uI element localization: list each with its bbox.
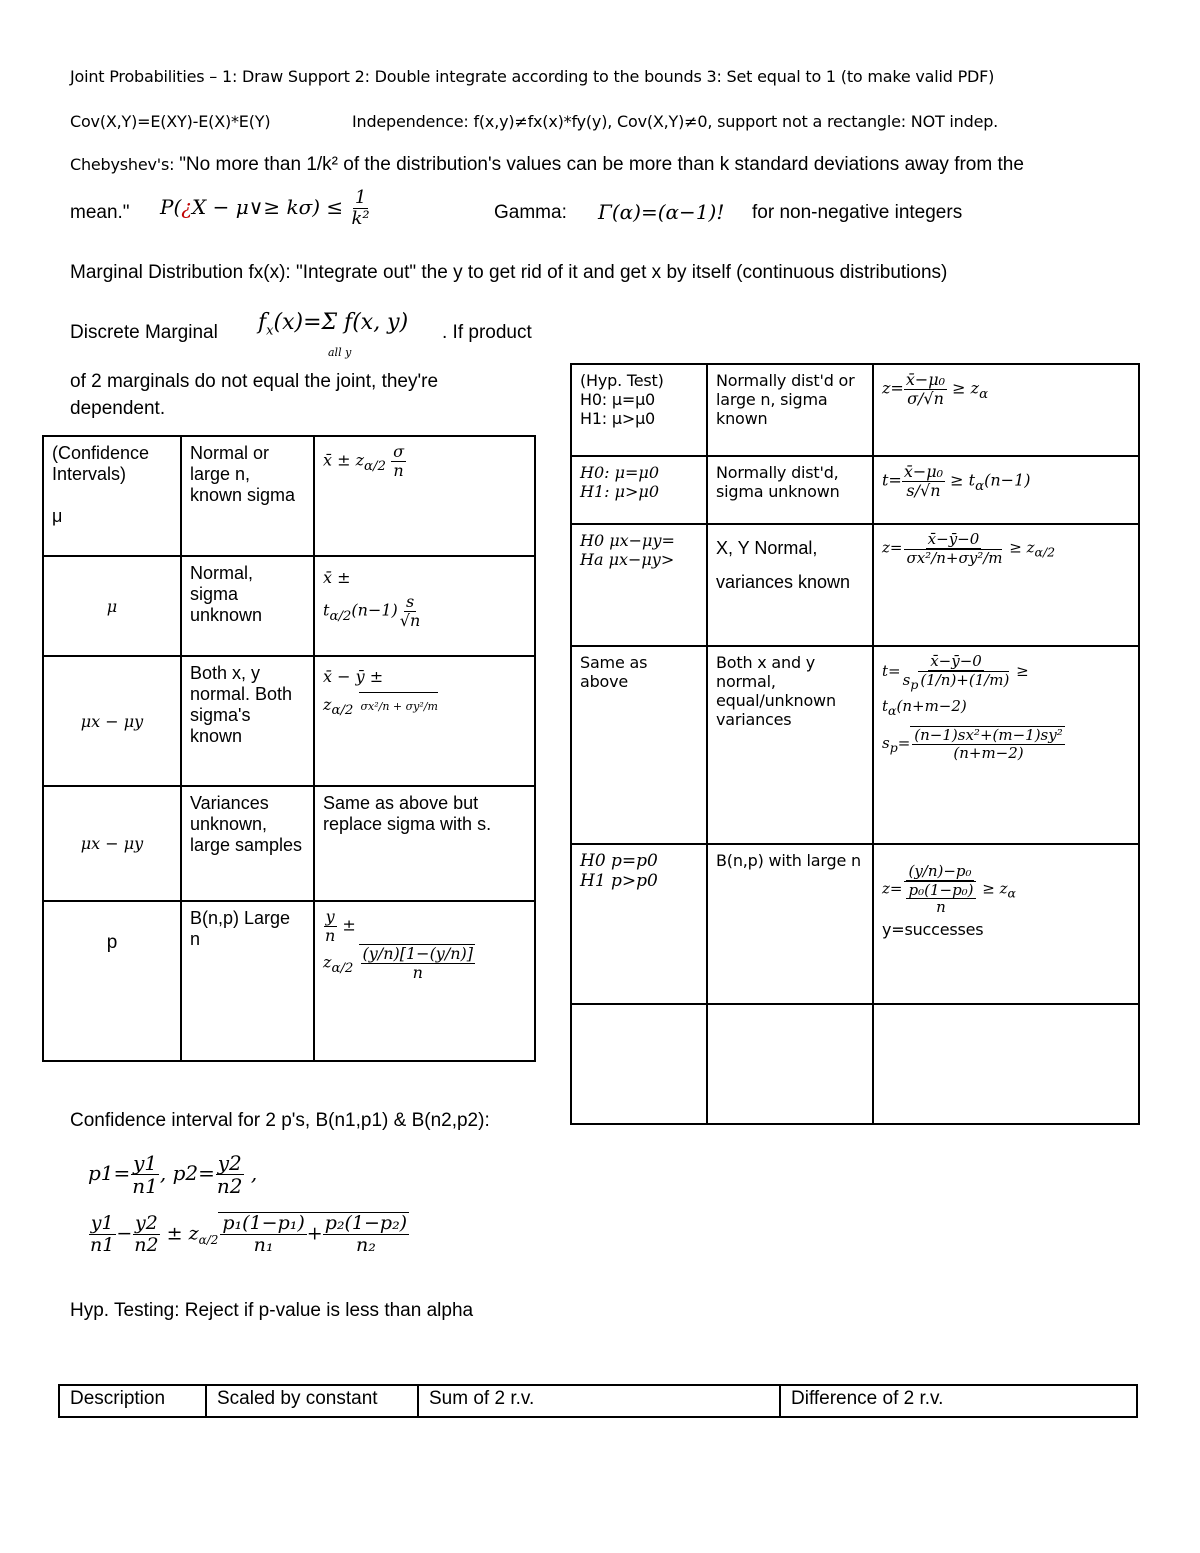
header-description: Description [59, 1385, 206, 1417]
hyp-row [571, 844, 1139, 1004]
ci-formula: x̄ − ȳ ± $z_{\alpha/2}$ σx²/n + σy²/m [314, 656, 535, 786]
ci-param: p [43, 901, 181, 1061]
ci-condition: Variances unknown, large samples [181, 786, 314, 901]
ci-row [43, 556, 535, 656]
hyp-formula: z= $\frac{\text{(y/n)−p₀}}{\frac{\text{p₀(1−p₀)}}{n}}$ ≥ $z_\alpha$ y=successes [873, 844, 1139, 1004]
hyp-statement: H0: μ=μ0 H1: μ>μ0 [571, 456, 707, 524]
hyp-statement [571, 1004, 707, 1124]
independence-line: Independence: f(x,y)≠fx(x)*fy(y), Cov(X,Y)≠0, support not a rectangle: NOT indep. [352, 112, 999, 131]
cov-line: Cov(X,Y)=E(XY)-E(X)*E(Y) [70, 112, 271, 131]
chebyshev-label: Chebyshev's: [70, 155, 180, 174]
header-scaled: Scaled by constant [206, 1385, 418, 1417]
ci-two-p-line1: p1= $\frac{y1}{n1}$ , p2= $\frac{y2}{n2}$ , [88, 1151, 258, 1198]
ci-param: (Confidence Intervals) μ [43, 436, 181, 556]
hyp-testing-note: Hyp. Testing: Reject if p-value is less than alpha [70, 1300, 474, 1321]
hyp-formula: z= $\frac{x̄-ȳ-0}{\text{σx²/n+σy²/m}}$ ≥ $z_{\alpha/2}$ [873, 524, 1139, 646]
hyp-row [571, 646, 1139, 844]
hyp-formula [873, 1004, 1139, 1124]
chebyshev-formula: P(¿X − μ∨≥ kσ) ≤ $\frac{1}{\text{k²}}$ [160, 187, 370, 229]
ci-formula: x̄ ± $z_{\alpha/2}$ $\frac{\sigma}{n}$ [314, 436, 535, 556]
joint-prob-line: Joint Probabilities – 1: Draw Support 2: Double integrate according to the bounds 3: Set equal to 1 (to make valid PDF) [70, 67, 995, 86]
hyp-condition: Normally dist'd or large n, sigma known [707, 364, 873, 456]
ci-param: μx − μy [43, 786, 181, 901]
marginal-line: Marginal Distribution fx(x): "Integrate out" the y to get rid of it and get x by itself (continuous distributions) [70, 262, 948, 283]
ci-row [43, 901, 535, 1061]
discrete-marginal-formula: $f_x(x)=\Sigma$ f(x, y) [258, 310, 409, 339]
ci-condition: Both x, y normal. Both sigma's known [181, 656, 314, 786]
ci-formula: $\frac{y}{n}$ ± $z_{\alpha/2}$ $\frac{(y/n)[1-(y/n)]}{n}$ [314, 901, 535, 1061]
header-difference: Difference of 2 r.v. [780, 1385, 1137, 1417]
discrete-marginal-label: Discrete Marginal [70, 322, 218, 343]
chebyshev-mean: mean." [70, 202, 130, 223]
hyp-statement: (Hyp. Test) H0: μ=μ0 H1: μ>μ0 [571, 364, 707, 456]
ci-row [43, 656, 535, 786]
hyp-formula: t= $\frac{x̄-ȳ-0}{s_p (1/n)+(1/m)}$ ≥ $t_\alpha(n+m-2)$ $s_p=$ $\frac{\text{(n−1)sx²+(m−1)sy²}}{(n+m-2)}$ [873, 646, 1139, 844]
discrete-rest: of 2 marginals do not equal the joint, they're dependent. [70, 371, 439, 419]
hyp-row [571, 524, 1139, 646]
ci-row [43, 436, 535, 556]
hypothesis-test-table [570, 363, 1140, 1125]
gamma-formula: Γ(α)=(α−1)! [598, 200, 725, 224]
ci-two-proportions: Confidence interval for 2 p's, B(n1,p1) & B(n2,p2): [70, 1110, 490, 1131]
hyp-row [571, 456, 1139, 524]
hyp-row [571, 364, 1139, 456]
hyp-condition: Both x and y normal, equal/unknown variances [707, 646, 873, 844]
ci-formula: x̄ ± $t_{\alpha/2}(n-1)$ $\frac{s}{√n}$ [314, 556, 535, 656]
hyp-formula: t= $\frac{\text{x̄−μ₀}}{s/√n}$ ≥ $t_\alpha(n-1)$ [873, 456, 1139, 524]
ci-formula: Same as above but replace sigma with s. [314, 786, 535, 901]
chebyshev-quote: "No more than 1/k² of the distribution's values can be more than k standard deviations away from the [179, 154, 1024, 175]
ci-param: μ [43, 556, 181, 656]
ci-condition: Normal, sigma unknown [181, 556, 314, 656]
chebyshev-line [70, 154, 1024, 176]
ci-row [43, 786, 535, 901]
hyp-condition: X, Y Normal, variances known [707, 524, 873, 646]
successes-note: y=successes [882, 919, 984, 939]
sp-formula: $s_p=$ $\frac{\text{(n−1)sx²+(m−1)sy²}}{(n+m-2)}$ [882, 726, 1063, 762]
hyp-condition [707, 1004, 873, 1124]
hyp-formula: z= $\frac{\text{x̄−μ₀}}{\sigma/√n}$ ≥ $z_\alpha$ [873, 364, 1139, 456]
hyp-condition: B(n,p) with large n [707, 844, 873, 1004]
ci-param: μx − μy [43, 656, 181, 786]
ci-condition: Normal or large n, known sigma [181, 436, 314, 556]
hyp-condition: Normally dist'd, sigma unknown [707, 456, 873, 524]
header-sum: Sum of 2 r.v. [418, 1385, 780, 1417]
ci-two-p-line2: $\frac{y1}{n1}$ − $\frac{y2}{n2}$ ± $z_{\alpha/2}$ $\frac{\text{p₁(1−p₁)}}{\text{n₁}}$ + $\frac{\text{p₂(1−p₂)}}{\text{n₂}}$ [90, 1212, 408, 1256]
hyp-row [571, 1004, 1139, 1124]
gamma-note: for non-negative integers [752, 202, 963, 223]
ci-condition: B(n,p) Large n [181, 901, 314, 1061]
hyp-statement: H0 μx−μy= Ha μx−μy> [571, 524, 707, 646]
discrete-under: all y [328, 346, 352, 359]
discrete-after: . If product [442, 322, 532, 343]
confidence-interval-table [42, 435, 536, 1062]
hyp-statement: Same as above [571, 646, 707, 844]
gamma-label: Gamma: [494, 202, 567, 223]
rv-header-row [59, 1385, 1137, 1417]
rv-properties-table [58, 1384, 1138, 1418]
hyp-statement: H0 p=p0 H1 p>p0 [571, 844, 707, 1004]
